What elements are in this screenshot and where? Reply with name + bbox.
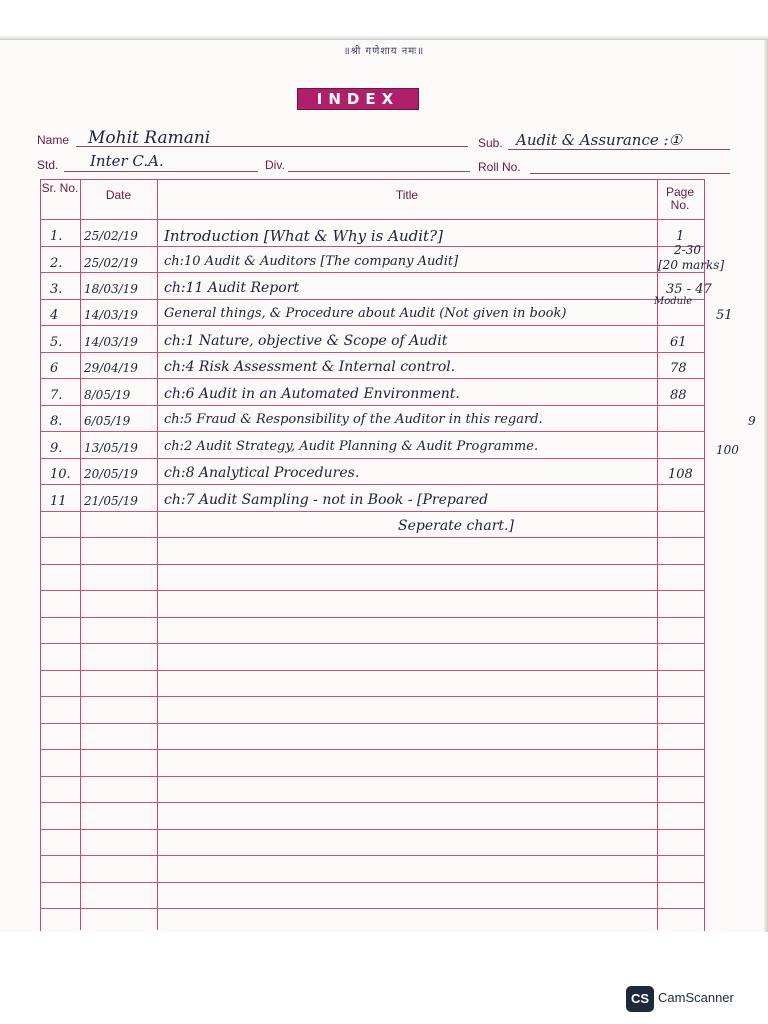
name-label: Name: [37, 133, 70, 147]
row-7-title: ch:6 Audit in an Automated Environment.: [164, 386, 460, 402]
row-rule: [40, 829, 704, 830]
row-rule: [40, 405, 704, 406]
row-rule: [40, 325, 704, 326]
row-5-page: 61: [670, 335, 687, 350]
row-7-date: 8/05/19: [84, 388, 131, 402]
row-10-title: ch:8 Analytical Procedures.: [164, 465, 360, 481]
row-rule: [40, 246, 704, 247]
page-right-edge: [764, 40, 768, 932]
row-rule: [40, 378, 704, 379]
row-rule: [40, 802, 704, 803]
row-9-sr: 9.: [50, 441, 63, 456]
column-header-title: Title: [395, 188, 419, 202]
row-7-sr: 7.: [50, 388, 63, 403]
row-2-page: 2-30: [674, 243, 701, 257]
row-4-date: 14/03/19: [84, 308, 138, 322]
roll-underline: [530, 173, 730, 174]
row-1-sr: 1.: [50, 229, 63, 244]
row-rule: [40, 696, 704, 697]
row-rule: [40, 431, 704, 432]
row-4-page: 51: [716, 308, 733, 323]
row-rule: [40, 855, 704, 856]
std-value: Inter C.A.: [90, 152, 164, 170]
row-rule: [40, 643, 704, 644]
header-rule: [40, 219, 704, 220]
column-header-page-no: Page No.: [665, 185, 695, 212]
column-header-sr-no: Sr. No.: [41, 181, 79, 195]
col-divider-sr: [80, 179, 81, 930]
row-3-page: 35 - 47: [666, 282, 712, 297]
row-10-page: 108: [668, 467, 693, 482]
row-rule: [40, 776, 704, 777]
row-11-date: 21/05/19: [84, 494, 138, 508]
row-3-date: 18/03/19: [84, 282, 138, 296]
row-8-title: ch:5 Fraud & Responsibility of the Auditor in this regard.: [164, 412, 543, 427]
row-2-date: 25/02/19: [84, 256, 138, 270]
row-8-page: 9: [748, 414, 756, 428]
row-1-title: Introduction [What & Why is Audit?]: [164, 227, 443, 245]
row-4-module-note: Module: [654, 296, 693, 307]
row-5-date: 14/03/19: [84, 335, 138, 349]
subject-label: Sub.: [478, 136, 503, 150]
row-rule: [40, 617, 704, 618]
subject-value: Audit & Assurance :①: [516, 131, 683, 149]
row-4-title: General things, & Procedure about Audit (Not given in book): [164, 306, 567, 321]
row-rule: [40, 352, 704, 353]
row-rule: [40, 749, 704, 750]
row-rule: [40, 272, 704, 273]
row-3-sr: 3.: [50, 282, 63, 297]
row-rule: [40, 511, 704, 512]
row-6-page: 78: [670, 361, 687, 376]
row-rule: [40, 458, 704, 459]
row-11-title-continuation: Seperate chart.]: [398, 518, 514, 534]
name-value: Mohit Ramani: [88, 128, 211, 148]
roll-label: Roll No.: [478, 160, 521, 174]
row-5-sr: 5.: [50, 335, 63, 350]
row-9-date: 13/05/19: [84, 441, 138, 455]
row-8-date: 6/05/19: [84, 414, 131, 428]
index-table: [40, 179, 705, 931]
row-11-title: ch:7 Audit Sampling - not in Book - [Prepared: [164, 492, 489, 508]
row-10-sr: 10.: [50, 467, 71, 482]
page-top-edge: [0, 0, 768, 44]
row-6-title: ch:4 Risk Assessment & Internal control.: [164, 359, 456, 375]
subject-underline: [508, 149, 730, 150]
row-rule: [40, 908, 704, 909]
row-7-page: 88: [670, 388, 687, 403]
row-1-page: 1: [676, 229, 685, 244]
row-rule: [40, 882, 704, 883]
row-8-sr: 8.: [50, 414, 63, 429]
col-divider-title: [657, 179, 658, 930]
col-divider-date: [157, 179, 158, 930]
div-label: Div.: [265, 158, 285, 172]
row-rule: [40, 484, 704, 485]
row-3-title: ch:11 Audit Report: [164, 280, 300, 296]
row-10-date: 20/05/19: [84, 467, 138, 481]
index-title: INDEX: [297, 88, 419, 110]
row-rule: [40, 299, 704, 300]
std-label: Std.: [37, 158, 59, 172]
row-6-sr: 6: [50, 361, 59, 376]
row-11-sr: 11: [50, 494, 67, 509]
row-5-title: ch:1 Nature, objective & Scope of Audit: [164, 333, 448, 349]
row-rule: [40, 723, 704, 724]
row-2-title: ch:10 Audit & Auditors [The company Audit]: [164, 254, 459, 269]
row-2-sr: 2.: [50, 256, 63, 271]
row-rule: [40, 537, 704, 538]
row-9-title: ch:2 Audit Strategy, Audit Planning & Audit Programme.: [164, 439, 539, 454]
camscanner-logo: CS: [626, 986, 654, 1012]
std-underline: [64, 171, 258, 172]
row-rule: [40, 564, 704, 565]
row-rule: [40, 670, 704, 671]
column-header-date: Date: [105, 188, 132, 202]
camscanner-label: CamScanner: [658, 990, 734, 1005]
row-4-sr: 4: [50, 308, 59, 323]
blessing-text: ॥श्री गणेशाय नमः॥: [343, 46, 425, 57]
row-6-date: 29/04/19: [84, 361, 138, 375]
row-2-marks-note: [20 marks]: [658, 258, 725, 272]
row-1-date: 25/02/19: [84, 229, 138, 243]
row-rule: [40, 590, 704, 591]
row-9-page: 100: [716, 443, 739, 457]
div-underline: [288, 171, 470, 172]
